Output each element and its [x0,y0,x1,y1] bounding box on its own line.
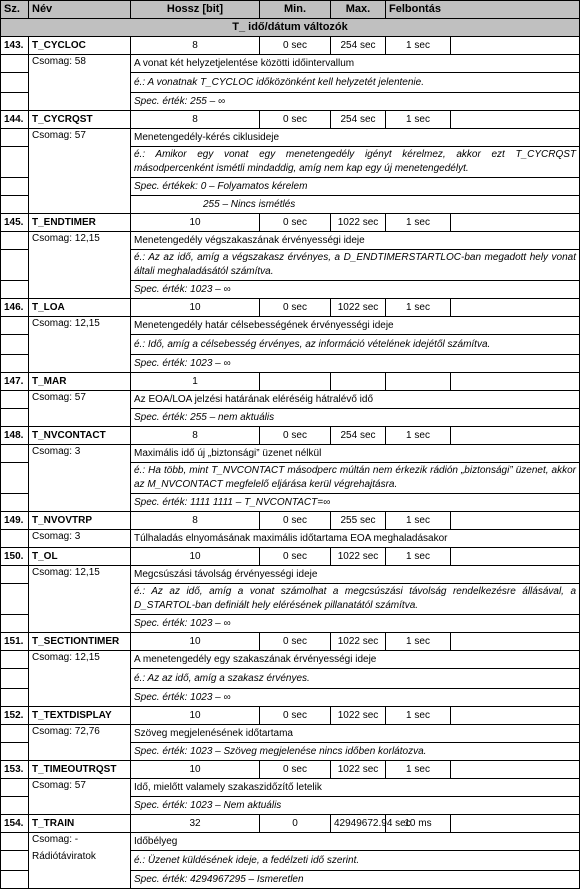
variable-name: T_TIMEOUTRQST [29,761,131,779]
variable-name: T_TEXTDISPLAY [29,707,131,725]
header-num: Sz. [1,1,29,19]
variable-note: é.: Üzenet küldésének ideje, a fedélzeti idő szerint. [131,851,580,871]
variable-detail-row [1,530,580,548]
variable-special-value: Spec. érték: 1023 – ∞ [131,281,580,299]
detail-spacer [1,178,29,196]
detail-spacer [1,566,29,584]
variable-max: 254 sec [331,111,386,129]
variable-package [29,725,131,761]
variable-extra [451,548,580,566]
detail-spacer [1,851,29,871]
variable-max: 1022 sec [331,707,386,725]
variable-package [29,651,131,707]
variable-min: 0 sec [260,214,331,232]
variable-min: 0 sec [260,633,331,651]
variable-resolution: 1 sec [386,111,451,129]
variable-special-value: Spec. érték: 1023 – Nem aktuális [131,797,580,815]
variable-note: é.: Az az idő, amíg a szakasz érvényes. [131,669,580,689]
detail-spacer [1,743,29,761]
variable-min: 0 sec [260,37,331,55]
variable-package [29,833,131,889]
variable-extra [451,37,580,55]
section-row [1,19,580,37]
detail-spacer [1,871,29,889]
detail-spacer [1,833,29,851]
variable-min: 0 sec [260,427,331,445]
variable-row [1,633,580,651]
variable-max [331,373,386,391]
detail-spacer [1,669,29,689]
detail-spacer [1,779,29,797]
variable-detail-row [1,129,580,147]
variable-row [1,299,580,317]
detail-spacer [1,445,29,463]
variable-description: Megcsúszási távolság érvényességi ideje [131,566,580,584]
variable-description: Szöveg megjelenésének időtartama [131,725,580,743]
variable-resolution [386,373,451,391]
detail-spacer [1,494,29,512]
variable-description: Az EOA/LOA jelzési határának eléréséig hátralévő idő [131,391,580,409]
variable-row [1,815,580,833]
variable-min: 0 sec [260,299,331,317]
header-resolution: Felbontás [386,1,580,19]
variable-package [29,779,131,815]
variable-name: T_TRAIN [29,815,131,833]
variable-description: Túlhaladás elnyomásának maximális időtartama EOA meghaladásakor [131,530,580,548]
variable-min: 0 sec [260,707,331,725]
variable-package [29,391,131,427]
variable-max: 1022 sec [331,299,386,317]
detail-spacer [1,651,29,669]
variable-name: T_ENDTIMER [29,214,131,232]
variable-description: A menetengedély egy szakaszának érvényességi ideje [131,651,580,669]
package-label: Csomag: 57 [32,392,86,403]
variable-special-value: Spec. érték: 4294967295 – Ismeretlen [131,871,580,889]
variable-length: 10 [131,214,260,232]
header-max: Max. [331,1,386,19]
header-min: Min. [260,1,331,19]
variable-resolution: 1 sec [386,427,451,445]
variable-number: 152. [1,707,29,725]
variable-resolution: 1 sec [386,761,451,779]
variable-number: 147. [1,373,29,391]
package-label: Csomag: 3 [32,531,81,542]
variable-description: Maximális idő új „biztonsági” üzenet nélkül [131,445,580,463]
variable-package [29,445,131,512]
variable-name: T_LOA [29,299,131,317]
variable-extra [451,815,580,833]
detail-spacer [1,147,29,178]
variable-number: 143. [1,37,29,55]
detail-spacer [1,797,29,815]
detail-spacer [1,530,29,548]
variable-special-value: Spec. érték: 1023 – ∞ [131,689,580,707]
variable-row [1,373,580,391]
variable-length: 10 [131,707,260,725]
header-row [1,1,580,19]
variable-max: 1022 sec [331,214,386,232]
variable-resolution: 1 sec [386,512,451,530]
variable-row [1,707,580,725]
variable-row [1,37,580,55]
variable-extra [451,761,580,779]
variable-max: 1022 sec [331,548,386,566]
variable-description: Időbélyeg [131,833,580,851]
variable-length: 8 [131,37,260,55]
variable-min: 0 sec [260,512,331,530]
variable-extra [451,111,580,129]
variable-description: A vonat két helyzetjelentése közötti időintervallum [131,55,580,73]
detail-spacer [1,250,29,281]
variable-length: 8 [131,111,260,129]
variable-note: é.: Amikor egy vonat egy menetengedély igényt kérelmez, akkor ezt T_CYCRQST másodpercenként ismétli mindaddig, amíg nem kap egy új menetengedélyt. [131,147,580,178]
variable-max: 254 sec [331,37,386,55]
variable-resolution: 1 sec [386,707,451,725]
variable-detail-row [1,445,580,463]
variable-number: 154. [1,815,29,833]
variable-max: 1022 sec [331,761,386,779]
detail-spacer [1,615,29,633]
detail-spacer [1,317,29,335]
section-title: T_ idő/dátum változók [1,19,580,37]
variable-detail-row [1,232,580,250]
variable-detail-row [1,566,580,584]
variable-length: 10 [131,633,260,651]
variable-min: 0 sec [260,111,331,129]
variable-special-value: Spec. értékek: 0 – Folyamatos kérelem [131,178,580,196]
variable-resolution: 1 sec [386,633,451,651]
variable-max: 1022 sec [331,633,386,651]
variable-number: 148. [1,427,29,445]
detail-spacer [1,725,29,743]
package-label: Csomag: 3 [32,446,81,457]
variable-extra [451,373,580,391]
detail-spacer [1,281,29,299]
variable-name: T_CYCRQST [29,111,131,129]
package-label: Csomag: 57 [32,780,86,791]
package-label: Csomag: 57 [32,130,86,141]
variable-detail-row [1,55,580,73]
variable-special-value: Spec. érték: 1023 – Szöveg megjelenése nincs időben korlátozva. [131,743,580,761]
variable-name: T_SECTIONTIMER [29,633,131,651]
package-label: Csomag: 72,76 [32,726,100,737]
variable-special-value: Spec. érték: 255 – nem aktuális [131,409,580,427]
detail-spacer [1,584,29,615]
detail-spacer [1,196,29,214]
variable-special-value-2: 255 – Nincs ismétlés [131,196,580,214]
variable-package [29,55,131,111]
variable-length: 8 [131,512,260,530]
variable-number: 149. [1,512,29,530]
variable-resolution: 1 sec [386,548,451,566]
variable-row [1,512,580,530]
variable-description: Menetengedély végszakaszának érvényességi ideje [131,232,580,250]
variable-max: 42949672.94 sec [331,815,386,833]
variable-max: 254 sec [331,427,386,445]
detail-spacer [1,55,29,73]
variable-detail-row [1,725,580,743]
detail-spacer [1,335,29,355]
variable-note: é.: Idő, amíg a célsebesség érvényes, az információ vételének idejétől számítva. [131,335,580,355]
variable-detail-row [1,391,580,409]
variable-detail-row [1,833,580,851]
variable-name: T_CYCLOC [29,37,131,55]
variable-package [29,566,131,633]
variable-extra [451,633,580,651]
package-label: Csomag: 12,15 [32,567,100,578]
variable-number: 145. [1,214,29,232]
variable-min: 0 sec [260,761,331,779]
detail-spacer [1,689,29,707]
detail-spacer [1,93,29,111]
variable-number: 151. [1,633,29,651]
header-name: Név [29,1,131,19]
variable-min: 0 sec [260,548,331,566]
variable-length: 1 [131,373,260,391]
variable-row [1,761,580,779]
detail-spacer [1,232,29,250]
variable-name: T_MAR [29,373,131,391]
variable-length: 10 [131,548,260,566]
package-label-2: Rádiótáviratok [32,851,96,862]
variable-detail-row [1,779,580,797]
variable-min: 0 [260,815,331,833]
variable-note: é.: Ha több, mint T_NVCONTACT másodperc múltán nem érkezik rádión „biztonsági” üzenet, akkor az M_NVCONTACT megfelelő eljárása kerül végrehajtásra. [131,463,580,494]
variable-length: 10 [131,761,260,779]
variable-row [1,214,580,232]
variable-special-value: Spec. érték: 1111 1111 – T_NVCONTACT=∞ [131,494,580,512]
variable-special-value: Spec. érték: 255 – ∞ [131,93,580,111]
package-label: Csomag: 12,15 [32,652,100,663]
variable-extra [451,707,580,725]
variable-extra [451,512,580,530]
variable-note: é.: Az az idő, amíg a végszakasz érvényes, a D_ENDTIMERSTARTLOC-ban megadott hely vonat általi meghaladásától számítva. [131,250,580,281]
variable-detail-row [1,317,580,335]
package-label: Csomag: 58 [32,56,86,67]
variable-resolution: 1 sec [386,37,451,55]
variable-length: 10 [131,299,260,317]
variable-row [1,111,580,129]
variable-package [29,129,131,214]
variable-package [29,232,131,299]
variable-resolution: 1 sec [386,299,451,317]
variable-row [1,548,580,566]
detail-spacer [1,463,29,494]
variable-note: é.: A vonatnak T_CYCLOC időközönként kell helyzetét jelentenie. [131,73,580,93]
variable-resolution: 10 ms [386,815,451,833]
variable-extra [451,214,580,232]
variable-name: T_NVCONTACT [29,427,131,445]
variable-description: Idő, mielőtt valamely szakaszidőzítő letelik [131,779,580,797]
detail-spacer [1,409,29,427]
detail-spacer [1,129,29,147]
variable-row [1,427,580,445]
variable-length: 32 [131,815,260,833]
variable-note: é.: Az az idő, amíg a vonat számolhat a megcsúszási távolság rendelkezésre állásával, a D_STARTOL-ban definiált hely elérésének pillanatától számítva. [131,584,580,615]
variable-max: 255 sec [331,512,386,530]
variable-name: T_NVOVTRP [29,512,131,530]
variable-name: T_OL [29,548,131,566]
variable-special-value: Spec. érték: 1023 – ∞ [131,355,580,373]
variable-number: 150. [1,548,29,566]
variable-extra [451,427,580,445]
header-length: Hossz [bit] [131,1,260,19]
package-label: Csomag: 12,15 [32,233,100,244]
variable-special-value: Spec. érték: 1023 – ∞ [131,615,580,633]
package-label: Csomag: 12,15 [32,318,100,329]
variable-length: 8 [131,427,260,445]
variable-description: Menetengedély határ célsebességének érvényességi ideje [131,317,580,335]
variable-package [29,530,131,548]
variable-description: Menetengedély-kérés ciklusideje [131,129,580,147]
variable-detail-row [1,651,580,669]
variable-number: 153. [1,761,29,779]
variable-number: 144. [1,111,29,129]
variable-package [29,317,131,373]
detail-spacer [1,391,29,409]
variable-extra [451,299,580,317]
variable-number: 146. [1,299,29,317]
variable-min [260,373,331,391]
detail-spacer [1,355,29,373]
detail-spacer [1,73,29,93]
package-label: Csomag: - [32,834,79,845]
variable-resolution: 1 sec [386,214,451,232]
